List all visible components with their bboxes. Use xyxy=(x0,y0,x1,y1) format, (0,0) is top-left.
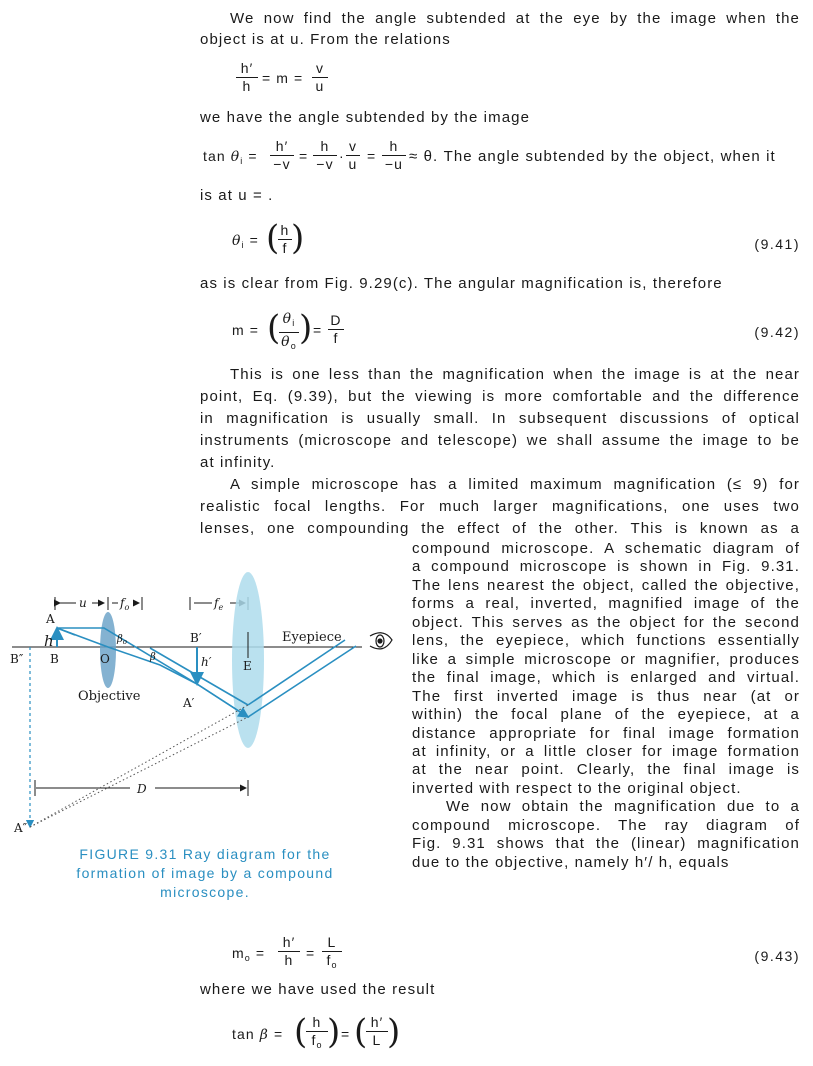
numerator: h xyxy=(320,138,330,154)
tan-label: tan xyxy=(203,148,226,164)
label-u: u xyxy=(79,596,87,610)
equals-sign: = xyxy=(248,148,258,164)
fraction xyxy=(313,138,337,173)
subscript: i xyxy=(240,156,244,166)
beta-symbol: β xyxy=(259,1027,269,1043)
theta-symbol: θ xyxy=(282,311,293,327)
paragraph-line: in magnification is usually small. In subsequent discussions of optical xyxy=(200,410,800,427)
numerator: h xyxy=(389,138,399,154)
numerator: h′ xyxy=(282,934,296,950)
paragraph-line: compound microscope. A schematic diagram of xyxy=(412,540,800,557)
numerator: h xyxy=(280,222,290,238)
label-h: h xyxy=(44,632,54,650)
label-h-prime: h′ xyxy=(201,655,212,669)
ray-diagram xyxy=(0,570,410,840)
label-A-prime: A′ xyxy=(183,696,195,710)
right-paren: ) xyxy=(291,218,306,258)
eye-icon xyxy=(370,633,392,649)
fraction xyxy=(236,60,258,95)
paragraph-line: inverted with respect to the original object. xyxy=(412,779,742,797)
objective-lens xyxy=(100,612,116,688)
paragraph-line: we have the angle subtended by the image xyxy=(200,109,531,126)
theta-symbol: θ xyxy=(230,149,241,165)
paragraph-line: due to the objective, namely h′/ h, equals xyxy=(412,853,730,871)
paragraph-line: A simple microscope has a limited maximum magnification (≤ 9) for xyxy=(230,476,800,493)
numerator: h′ xyxy=(240,60,254,76)
paragraph-line: lenses, one compounding the effect of the other. This is known as a xyxy=(200,520,800,537)
label-objective: Objective xyxy=(78,689,141,704)
label-B-double-prime: B″ xyxy=(10,652,24,666)
equation-text xyxy=(232,1026,283,1043)
fraction xyxy=(278,222,292,257)
denominator: −u xyxy=(382,155,406,173)
paragraph-line: object. This serves as the object for the second xyxy=(412,613,800,631)
fraction xyxy=(346,138,360,173)
equals-sign: = xyxy=(341,1026,351,1042)
left-paren: ( xyxy=(266,218,281,258)
numerator: v xyxy=(315,60,325,76)
subscript: i xyxy=(241,240,245,250)
subscript: o xyxy=(331,960,338,970)
label-fe: $f_e$ xyxy=(214,596,224,612)
paragraph-line: distance appropriate for final image formation xyxy=(412,724,800,742)
equals-sign: = xyxy=(255,945,266,961)
denominator xyxy=(306,1031,328,1054)
paragraph-line: forms a real, inverted, magnified image of the xyxy=(412,595,800,613)
extension-lines xyxy=(30,705,248,827)
fraction xyxy=(279,310,299,355)
denominator: u xyxy=(346,155,360,173)
label-B-prime: B′ xyxy=(190,631,202,645)
label-fo: $f_o$ xyxy=(120,596,130,612)
paragraph-line: compound microscope. The ray diagram of xyxy=(412,816,800,834)
fraction xyxy=(328,312,344,347)
denominator: u xyxy=(312,77,328,95)
equation-text: m = xyxy=(232,322,260,338)
right-paren: ) xyxy=(327,1012,342,1052)
right-column-text xyxy=(412,540,800,872)
equation-text xyxy=(232,232,259,250)
equation-number: (9.41) xyxy=(754,236,800,252)
label-A: A xyxy=(46,612,55,626)
left-paren: ( xyxy=(354,1012,369,1052)
equation-text xyxy=(232,945,265,963)
paragraph-line: a compound microscope is shown in Fig. 9.31. xyxy=(412,558,800,576)
f-symbol: f xyxy=(311,1032,317,1048)
label-O: O xyxy=(100,652,110,666)
numerator: v xyxy=(348,138,358,154)
paragraph-line: Fig. 9.31 shows that the (linear) magnification xyxy=(412,835,800,853)
denominator: h xyxy=(236,77,258,95)
equation-text: = m = xyxy=(262,70,304,86)
theta-symbol: θ xyxy=(281,334,291,350)
equals-sign: = xyxy=(306,945,316,961)
fraction xyxy=(270,138,294,173)
dot-sign: · xyxy=(339,148,345,164)
figure-caption xyxy=(40,845,370,902)
label-D: D xyxy=(137,782,147,796)
paragraph-line: We now obtain the magnification due to a xyxy=(446,798,800,816)
equals-sign: = xyxy=(367,148,377,164)
fraction xyxy=(306,1014,328,1054)
equation-number: (9.43) xyxy=(754,948,800,964)
denominator: L xyxy=(366,1031,388,1049)
denominator: −v xyxy=(270,155,294,173)
label-A-double-prime: A″ xyxy=(14,821,28,835)
denominator xyxy=(322,951,342,974)
denominator xyxy=(279,332,299,355)
subscript: o xyxy=(244,953,251,963)
label-beta-o: $\beta_o$ xyxy=(117,634,127,646)
paragraph-line: the final image, which is enlarged and virtual. xyxy=(412,669,800,687)
label-beta: β xyxy=(150,652,156,663)
equals-sign: = xyxy=(313,322,323,338)
paragraph-line: point, Eq. (9.39), but the viewing is more comfortable and the difference xyxy=(200,388,800,405)
paragraph-line: We now find the angle subtended at the eye by the image when the xyxy=(230,10,800,27)
f-symbol: f xyxy=(326,952,332,968)
paragraph-line: as is clear from Fig. 9.29(c). The angular magnification is, therefore xyxy=(200,275,723,292)
left-paren: ( xyxy=(294,1012,309,1052)
subscript: o xyxy=(290,341,297,351)
label-E: E xyxy=(243,659,252,673)
paragraph-line: like a simple microscope or magnifier, produces xyxy=(412,650,800,668)
label-eyepiece: Eyepiece xyxy=(282,630,342,645)
caption-line: microscope. xyxy=(160,884,250,900)
subscript: i xyxy=(292,318,296,328)
caption-line: formation of image by a compound xyxy=(76,865,334,881)
numerator: L xyxy=(327,934,337,950)
numerator: D xyxy=(330,312,342,328)
paragraph-line: within) the focal plane of the eyepiece, at a xyxy=(412,706,800,724)
equals-sign: = xyxy=(273,1026,284,1042)
numerator xyxy=(279,310,299,332)
paragraph-line: This is one less than the magnification when the image is at the near xyxy=(230,366,800,383)
paragraph-line: at infinity. xyxy=(200,454,276,471)
m-symbol: m xyxy=(232,945,245,961)
paragraph-line: is at u = . xyxy=(200,187,274,204)
paragraph-line: The first inverted image is thus near (at or xyxy=(412,687,800,705)
tan-label: tan xyxy=(232,1026,255,1042)
theta-symbol: θ xyxy=(232,233,242,249)
right-paren: ) xyxy=(387,1012,402,1052)
fraction xyxy=(322,934,342,974)
numerator: h′ xyxy=(275,138,289,154)
fraction xyxy=(366,1014,388,1049)
subscript: o xyxy=(316,1040,323,1050)
paragraph-line: at the near point. Clearly, the final image is xyxy=(412,761,800,779)
equation-text xyxy=(203,148,258,166)
denominator: f xyxy=(328,329,344,347)
equation-tail: ≈ θ. The angle subtended by the object, when it xyxy=(409,148,776,165)
equation-number: (9.42) xyxy=(754,324,800,340)
paragraph-line: object is at u. From the relations xyxy=(200,31,451,48)
denominator: h xyxy=(278,951,300,969)
paragraph-line: lens, the eyepiece, which functions essentially xyxy=(412,632,800,650)
equals-sign: = xyxy=(249,232,259,248)
paragraph-line: at infinity, or a little closer for image formation xyxy=(412,742,800,760)
caption-line: FIGURE 9.31 Ray diagram for the xyxy=(79,846,331,862)
fraction xyxy=(278,934,300,969)
left-paren: ( xyxy=(267,308,282,348)
fraction xyxy=(312,60,328,95)
equals-sign: = xyxy=(299,148,309,164)
label-B: B xyxy=(50,652,59,666)
denominator: −v xyxy=(313,155,337,173)
numerator: h xyxy=(312,1014,322,1030)
paragraph-line: instruments (microscope and telescope) we shall assume the image to be xyxy=(200,432,800,449)
paragraph-line: The lens nearest the object, called the objective, xyxy=(412,576,800,594)
paragraph-line: where we have used the result xyxy=(200,981,436,998)
paragraph-line: realistic focal lengths. For much larger magnifications, one uses two xyxy=(200,498,800,515)
numerator: h′ xyxy=(370,1014,384,1030)
right-paren: ) xyxy=(299,308,314,348)
fraction xyxy=(382,138,406,173)
denominator: f xyxy=(278,239,292,257)
